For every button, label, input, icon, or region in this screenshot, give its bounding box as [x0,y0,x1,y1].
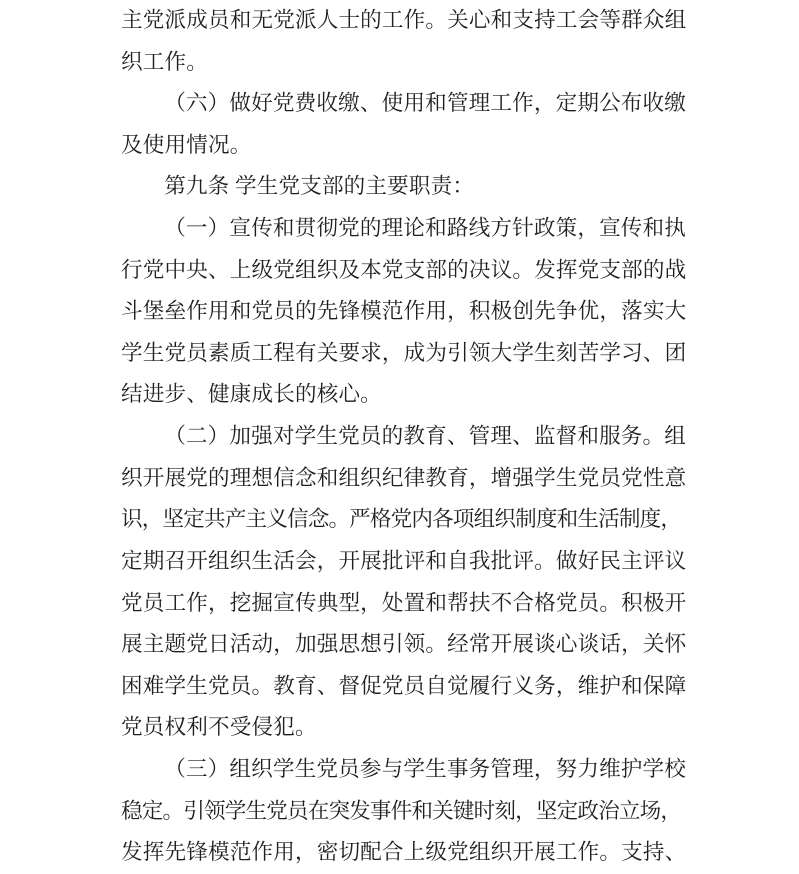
text-line: （六）做好党费收缴、使用和管理工作，定期公布收缴 [164,91,687,116]
text-line: （一）宣传和贯彻党的理论和路线方针政策，宣传和执 [164,216,687,241]
text-line: 识，坚定共产主义信念。严格党内各项组织制度和生活制度， [121,507,682,532]
text-line: 斗堡垒作用和党员的先锋模范作用，积极创先争优，落实大 [121,299,687,324]
text-line: 及使用情况。 [121,132,252,157]
text-line: 织工作。 [121,49,208,74]
para-continued-from-previous-page [121,0,689,83]
para-item-1 [121,208,689,416]
text-line: 党员权利不受侵犯。 [121,715,317,740]
para-article-9-heading [121,166,689,208]
text-line: 结进步、健康成长的核心。 [121,382,382,407]
text-line: （三）组织学生党员参与学生事务管理，努力维护学校 [164,756,687,781]
text-line: 行党中央、上级党组织及本党支部的决议。发挥党支部的战 [121,257,687,282]
text-line: 展主题党日活动，加强思想引领。经常开展谈心谈话，关怀 [121,632,687,657]
text-line: 主党派成员和无党派人士的工作。关心和支持工会等群众组 [121,8,687,32]
text-line: 党员工作，挖掘宣传典型，处置和帮扶不合格党员。积极开 [121,590,687,615]
document-body [121,0,689,874]
para-item-3 [121,749,689,874]
text-line: 学生党员素质工程有关要求，成为引领大学生刻苦学习、团 [121,340,687,365]
text-line: 第九条 学生党支部的主要职责： [164,174,475,199]
text-line: 困难学生党员。教育、督促党员自觉履行义务，维护和保障 [121,673,687,698]
text-line: （二）加强对学生党员的教育、管理、监督和服务。组 [164,424,687,449]
para-item-2 [121,416,689,749]
text-line: 织开展党的理想信念和组织纪律教育，增强学生党员党性意 [121,465,687,490]
text-line: 稳定。引领学生党员在突发事件和关键时刻，坚定政治立场， [121,798,682,823]
text-line: 定期召开组织生活会，开展批评和自我批评。做好民主评议 [121,548,687,573]
para-item-6 [121,83,689,166]
text-line: 发挥先锋模范作用，密切配合上级党组织开展工作。支持、 [121,840,687,865]
